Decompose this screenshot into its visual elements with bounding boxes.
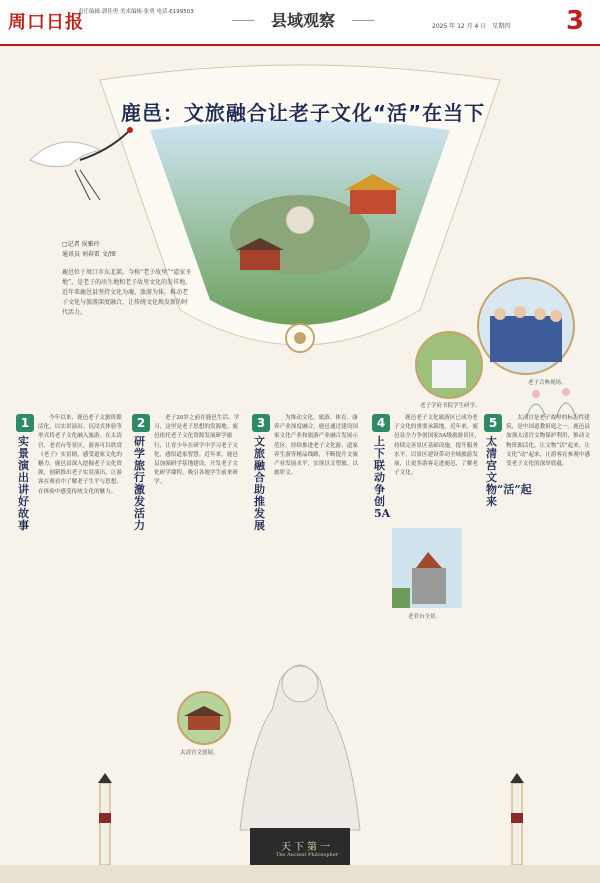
column-body: 太清宫是老子故里的标志性建筑，是中国道教祖庭之一。鹿邑县加强太清宫文物保护利用，推动文物资源活化，让文物“活”起来、让文化“动”起来，让游客在参观中感受老子文化的深厚底蕴。 (506, 415, 591, 468)
monument-subtitle: The Ancient Philosopher (275, 852, 339, 858)
byline (62, 240, 116, 260)
column-number: 4 (372, 414, 390, 432)
monument-inscription: 天下第一 (281, 842, 333, 853)
column-heading: 文旅融合助推发展 (254, 435, 265, 532)
column-number: 2 (132, 414, 150, 432)
caption-performance: 老子合典现场。 (528, 380, 567, 386)
column-body: 老子20岁之前在鹿邑生活、学习，这里是老子思想的发源地。鹿邑依托老子文化资源发展研学旅行，让青少年在研学中学习老子文化，感悟道家智慧。近年来，鹿邑县加强研学基地建设，开发老子文化研学课程，吸引各地学生前来研学。 (154, 415, 240, 486)
editor-credits: 责任编辑·郭佳勇 美术编辑·张勇 电话·6199503 (78, 9, 194, 15)
column-body: 鹿邑老子文化旅游区已成为老子文化的重要承载地。近年来，鹿邑县全力争创国家5A级旅游景区，持续完善景区基础设施，提升服务水平，以景区建设带动全域旅游发展，让更多游客走进鹿邑、了解老子文化。 (394, 415, 480, 477)
lead-paragraph: 鹿邑位于周口市东北部，今称“老子故里”“道家圣地”，是老子的出生地和老子故里文化的发祥地。近年来鹿邑县坚持文化为魂、旅游为体，推动老子文化与旅游深度融合，让传统文化焕发新的时代活力。 (62, 269, 192, 316)
section-title: 县域观察 (238, 8, 368, 31)
caption-taiqing: 太清宫文创展。 (180, 750, 219, 756)
students-photo (414, 330, 484, 400)
left-pillar (98, 773, 112, 865)
right-pillar (510, 773, 524, 865)
column-body: 为推动文化、旅游、体育、康养产业深度融合，鹿邑通过建设国家文化产业和旅游产业融合发展示范区，持续推进老子文化游、道家养生游等精品线路，不断提升文旅产业发展水平，实现以文塑旅、以旅彰文。 (274, 415, 358, 477)
crane-illustration (20, 120, 150, 210)
column-number: 5 (484, 414, 502, 432)
byline-reporter: □记者 侯雅玲 (62, 241, 100, 248)
column-heading: 研学旅行激发活力 (134, 435, 145, 532)
column-heading: 实景演出讲好故事 (18, 435, 29, 532)
byline-correspondent: 通讯员 刘春雷 文/图 (62, 251, 116, 258)
column-number: 1 (16, 414, 34, 432)
issue-date: 2025 年 12 月 4 日 星期四 (432, 23, 511, 30)
column-number: 3 (252, 414, 270, 432)
laojun-terrace-photo (392, 528, 462, 608)
caption-students: 老子学府书院学生研学。 (420, 403, 481, 409)
page-footer-band (0, 865, 600, 883)
newspaper-logo: 周口日报 (8, 12, 84, 33)
performance-photo (470, 276, 582, 376)
page-number: 3 (566, 6, 585, 36)
masthead (0, 0, 600, 46)
column-heading: 太清宫文物“活”起来 (486, 435, 532, 508)
column-body: 今年以来，鹿邑老子文旅资源活化，以实景演出、沉浸式体验等形式将老子文化融入旅游。在太清宫、老君台等景区，游客可以欣赏《老子》实景剧，感受道家文化的魅力。鹿邑县深入挖掘老子文化资源，创新推出老子实景演出，让游客在观看中了解老子生平与思想，在体验中感受传统文化的魅力。 (38, 415, 122, 495)
column-5 (484, 414, 594, 854)
column-heading: 上下联动争创5A (374, 435, 391, 520)
caption-laojun: 老君台全景。 (408, 614, 442, 620)
headline: 鹿邑：文旅融合让老子文化“活”在当下 (120, 101, 486, 125)
